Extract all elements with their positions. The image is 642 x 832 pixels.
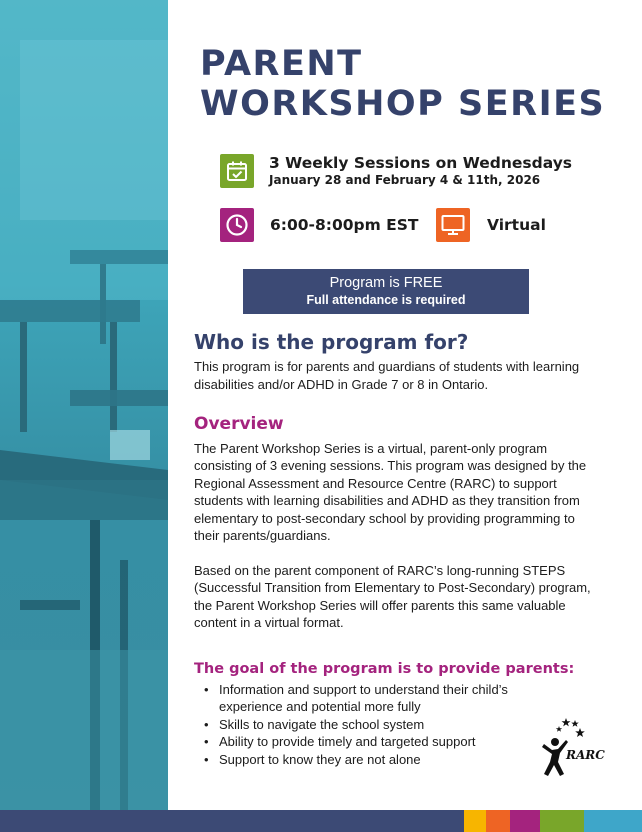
monitor-icon bbox=[436, 208, 470, 242]
who-body: This program is for parents and guardians of students with learning disabilities and/or ADHD in Grade 7 or 8 in Ontario. bbox=[194, 359, 580, 392]
bullet-icon: • bbox=[204, 716, 209, 732]
classroom-photo bbox=[0, 0, 168, 810]
clock-icon bbox=[220, 208, 254, 242]
goal-item-text: Support to know they are not alone bbox=[219, 751, 421, 767]
goal-item bbox=[200, 681, 560, 716]
footer-segment-green bbox=[540, 810, 584, 832]
free-banner-line-1: Program is FREE bbox=[329, 275, 443, 291]
page-title bbox=[200, 44, 605, 124]
calendar-check-icon bbox=[220, 154, 254, 188]
footer-segment-navy bbox=[0, 810, 464, 832]
overview-heading: Overview bbox=[194, 414, 284, 434]
rarc-logo-text: RARC bbox=[566, 748, 605, 762]
footer-segment-blue bbox=[584, 810, 642, 832]
title-line-1: PARENT bbox=[200, 44, 363, 84]
overview-paragraph-1: The Parent Workshop Series is a virtual, parent-only program consisting of 3 evening sessions. This program was designed by the Regional Assessment and Resource Centre (RARC) to support students with learning disabilities and ADHD as they transition from elementary to post-secondary school by providing programming to their parents/guardians. bbox=[194, 441, 587, 544]
overview-paragraph-2: Based on the parent component of RARC’s long-running STEPS (Successful Transition from Elementary to Post-Secondary) program, the Parent Workshop Series will offer parents this same valuable content in a virtual format. bbox=[194, 563, 591, 631]
footer-segment-magenta bbox=[510, 810, 540, 832]
bullet-icon: • bbox=[204, 751, 209, 767]
goal-item bbox=[200, 716, 560, 733]
program-free-banner bbox=[243, 269, 529, 314]
classroom-photo-panel bbox=[0, 0, 168, 810]
goal-item-text: Information and support to understand their child’s experience and potential more fully bbox=[219, 682, 508, 715]
sessions-dates: January 28 and February 4 & 11th, 2026 bbox=[269, 173, 541, 187]
goal-list bbox=[200, 681, 560, 768]
bullet-icon: • bbox=[204, 682, 209, 697]
footer-segment-orange bbox=[486, 810, 510, 832]
goal-item bbox=[200, 751, 560, 768]
session-time: 6:00-8:00pm EST bbox=[270, 216, 419, 234]
goal-item-text: Skills to navigate the school system bbox=[219, 716, 425, 732]
goal-item-text: Ability to provide timely and targeted support bbox=[219, 734, 476, 750]
bullet-icon: • bbox=[204, 734, 209, 750]
footer-segment-yellow bbox=[464, 810, 486, 832]
session-format: Virtual bbox=[487, 216, 546, 234]
free-banner-line-2: Full attendance is required bbox=[306, 293, 466, 307]
who-heading: Who is the program for? bbox=[194, 330, 469, 354]
goal-item bbox=[200, 733, 560, 750]
sessions-title: 3 Weekly Sessions on Wednesdays bbox=[269, 154, 573, 172]
footer-color-bar bbox=[0, 810, 642, 832]
title-line-2: WORKSHOP SERIES bbox=[200, 84, 606, 124]
goal-heading: The goal of the program is to provide parents: bbox=[194, 661, 575, 677]
